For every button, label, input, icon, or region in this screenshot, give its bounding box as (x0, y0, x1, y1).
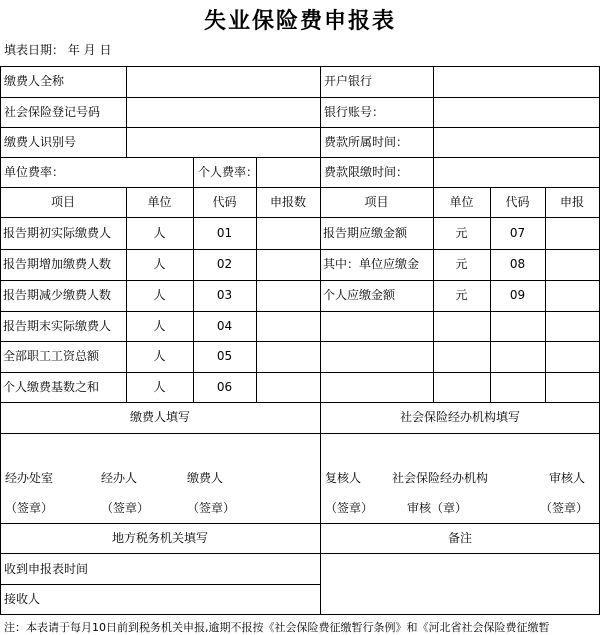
tax-section-header: 地方税务机关填写 (111, 532, 208, 544)
payer-name-label: 缴费人全称 (4, 75, 65, 87)
grid-line (0, 311, 600, 312)
account-label: 银行账号： (324, 106, 385, 118)
row-item: 个人缴费基数之和 (3, 381, 100, 393)
grid-line (0, 553, 600, 554)
seal-mark: （签章） (540, 502, 589, 514)
row-item: 报告期增加缴费人数 (3, 258, 112, 270)
seal-mark: 审核（章） (407, 502, 468, 514)
seal-mark: （签章） (325, 502, 374, 514)
agency-label: 社会保险经办机构 (392, 472, 489, 484)
grid-line (256, 187, 257, 402)
auditor-label: 审核人 (549, 472, 586, 484)
col-header-unit: 单位 (147, 196, 172, 208)
col-header-code: 代码 (505, 196, 530, 208)
row-unit: 人 (153, 350, 166, 362)
grid-line (433, 66, 434, 157)
bank-label: 开户银行 (324, 75, 373, 87)
row-item: 报告期减少缴费人数 (3, 289, 112, 301)
fill-date: 填表日期： 年 月 日 (4, 43, 112, 57)
row-unit: 元 (455, 258, 468, 270)
col-header-item: 项目 (364, 196, 389, 208)
row-item: 报告期初实际缴费人 (3, 227, 112, 239)
grid-line (0, 523, 600, 524)
col-header-unit: 单位 (449, 196, 474, 208)
row-item: 其中：单位应缴金 (323, 258, 420, 270)
unit-rate-label: 单位费率： (4, 166, 65, 178)
row-code: 09 (509, 289, 526, 301)
row-code: 02 (216, 258, 233, 270)
grid-line (0, 584, 320, 585)
grid-line (0, 97, 600, 98)
seal-mark: （签章） (5, 502, 54, 514)
grid-line (0, 157, 600, 158)
payer-id-label: 缴费人识别号 (4, 136, 77, 148)
remark-header: 备注 (447, 532, 472, 544)
row-item: 报告期应缴金额 (323, 227, 408, 239)
row-code: 05 (216, 350, 233, 362)
seal-mark: （签章） (101, 502, 150, 514)
row-unit: 人 (153, 381, 166, 393)
grid-line (545, 187, 546, 402)
payer-section-header: 缴费人填写 (129, 411, 190, 423)
col-header-declared: 申报 (559, 196, 584, 208)
row-unit: 人 (153, 258, 166, 270)
grid-line (0, 614, 600, 615)
grid-line (0, 249, 600, 250)
row-code: 08 (509, 258, 526, 270)
grid-line (126, 66, 127, 157)
row-item: 全部职工工资总额 (3, 350, 100, 362)
row-unit: 元 (455, 289, 468, 301)
row-code: 04 (216, 320, 233, 332)
grid-line (0, 402, 600, 403)
grid-line (433, 157, 434, 187)
received-time-label: 收到申报表时间 (4, 563, 89, 575)
deadline-label: 费款限缴时间： (324, 166, 409, 178)
row-unit: 人 (153, 227, 166, 239)
row-code: 06 (216, 381, 233, 393)
row-code: 01 (216, 227, 233, 239)
grid-line (0, 66, 600, 67)
row-unit: 人 (153, 289, 166, 301)
row-code: 03 (216, 289, 233, 301)
row-code: 07 (509, 227, 526, 239)
col-header-declared: 申报数 (269, 196, 306, 208)
col-header-item: 项目 (50, 196, 75, 208)
handling-office-label: 经办处室 (5, 472, 54, 484)
row-item: 个人应缴金额 (323, 289, 396, 301)
grid-line (0, 127, 600, 128)
grid-line (0, 433, 600, 434)
agency-section-header: 社会保险经办机构填写 (399, 411, 520, 423)
period-label: 费款所属时间： (324, 136, 409, 148)
grid-line (193, 157, 194, 187)
receiver-label: 接收人 (4, 593, 41, 605)
row-unit: 元 (455, 227, 468, 239)
footnote: 注：本表请于每月10日前到税务机关申报,逾期不报按《社会保险费征缴暂行条例》和《河北省社会保险费征缴暂 (4, 621, 550, 634)
seal-mark: （签章） (187, 502, 236, 514)
form-title: 失业保险费申报表 (203, 9, 396, 34)
handler-label: 经办人 (101, 472, 138, 484)
reg-no-label: 社会保险登记号码 (4, 106, 101, 118)
grid-line (0, 341, 600, 342)
personal-rate-label: 个人费率： (198, 166, 259, 178)
grid-line (0, 217, 600, 218)
grid-line (0, 280, 600, 281)
col-header-code: 代码 (212, 196, 237, 208)
reviewer-label: 复核人 (325, 472, 362, 484)
row-unit: 人 (153, 320, 166, 332)
row-item: 报告期末实际缴费人 (3, 320, 112, 332)
grid-line (0, 372, 600, 373)
grid-line (0, 187, 600, 188)
payer-label: 缴费人 (187, 472, 224, 484)
